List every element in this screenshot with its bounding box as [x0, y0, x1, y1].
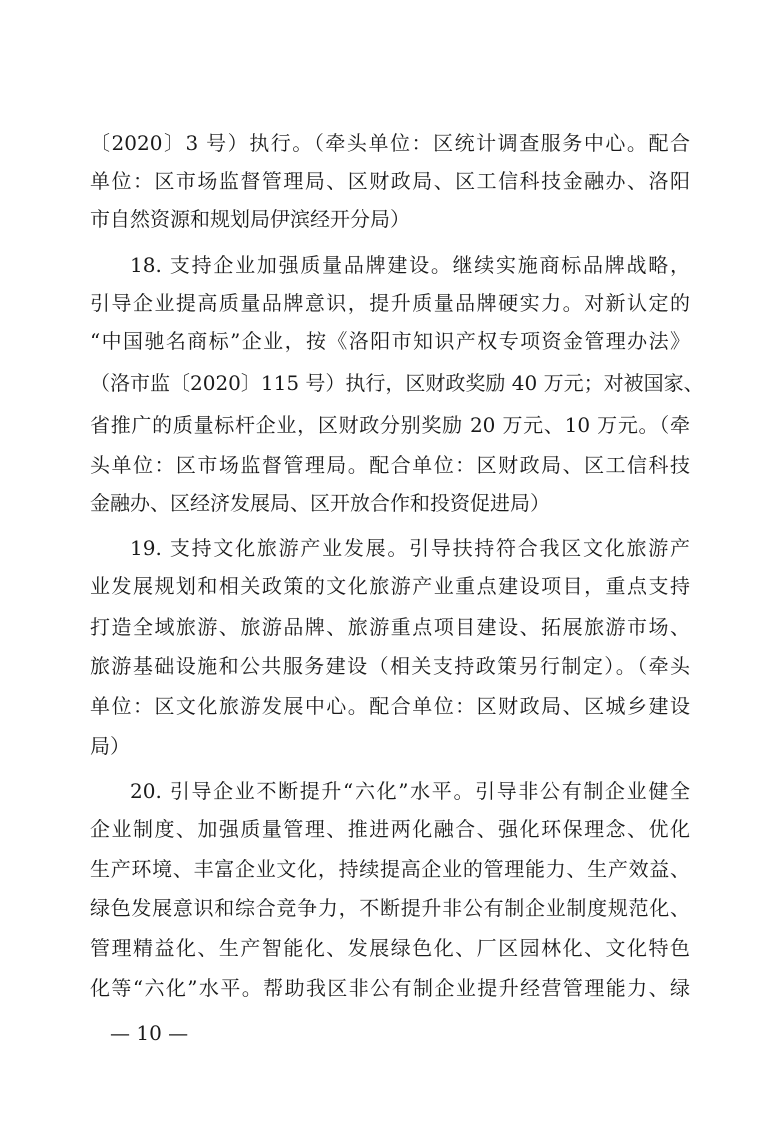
paragraph-20-first-line: 20. 引导企业不断提升“六化”水平。引导非公有制企业健全	[130, 779, 690, 803]
text-line: 头单位：区市场监督管理局。配合单位：区财政局、区工信科技	[90, 453, 690, 477]
text-line: 管理精益化、生产智能化、发展绿色化、厂区园林化、文化特色	[90, 936, 690, 960]
text-line: 局）	[90, 734, 130, 758]
text-line: 绿色发展意识和综合竞争力，不断提升非公有制企业制度规范化、	[90, 896, 690, 920]
paragraph-18-first-line: 18. 支持企业加强质量品牌建设。继续实施商标品牌战略，	[130, 253, 690, 277]
paragraph-19-first-line: 19. 支持文化旅游产业发展。引导扶持符合我区文化旅游产	[130, 536, 690, 560]
text-line: 〔2020〕3 号）执行。（牵头单位：区统计调查服务中心。配合	[90, 131, 690, 155]
text-line: 单位：区市场监督管理局、区财政局、区工信科技金融办、洛阳	[90, 169, 690, 193]
text-line: 打造全域旅游、旅游品牌、旅游重点项目建设、拓展旅游市场、	[90, 615, 690, 639]
text-line: 企业制度、加强质量管理、推进两化融合、强化环保理念、优化	[90, 817, 690, 841]
text-line: 金融办、区经济发展局、区开放合作和投资促进局）	[90, 491, 550, 515]
text-line: 引导企业提高质量品牌意识，提升质量品牌硬实力。对新认定的	[90, 291, 690, 315]
text-line: 单位：区文化旅游发展中心。配合单位：区财政局、区城乡建设	[90, 694, 690, 718]
text-line: 省推广的质量标杆企业，区财政分别奖励 20 万元、10 万元。（牵	[90, 413, 690, 437]
page-number: — 10 —	[110, 1021, 189, 1045]
text-line: “中国驰名商标”企业，按《洛阳市知识产权专项资金管理办法》	[90, 329, 690, 353]
text-line: 业发展规划和相关政策的文化旅游产业重点建设项目，重点支持	[90, 574, 690, 598]
text-line: 生产环境、丰富企业文化，持续提高企业的管理能力、生产效益、	[90, 857, 690, 881]
text-line: 化等“六化”水平。帮助我区非公有制企业提升经营管理能力、绿	[90, 976, 690, 1000]
text-line: 市自然资源和规划局伊滨经开分局）	[90, 207, 410, 231]
text-line: 旅游基础设施和公共服务建设（相关支持政策另行制定）。（牵头	[90, 654, 690, 678]
text-line: （洛市监〔2020〕115 号）执行，区财政奖励 40 万元；对被国家、	[90, 371, 704, 395]
